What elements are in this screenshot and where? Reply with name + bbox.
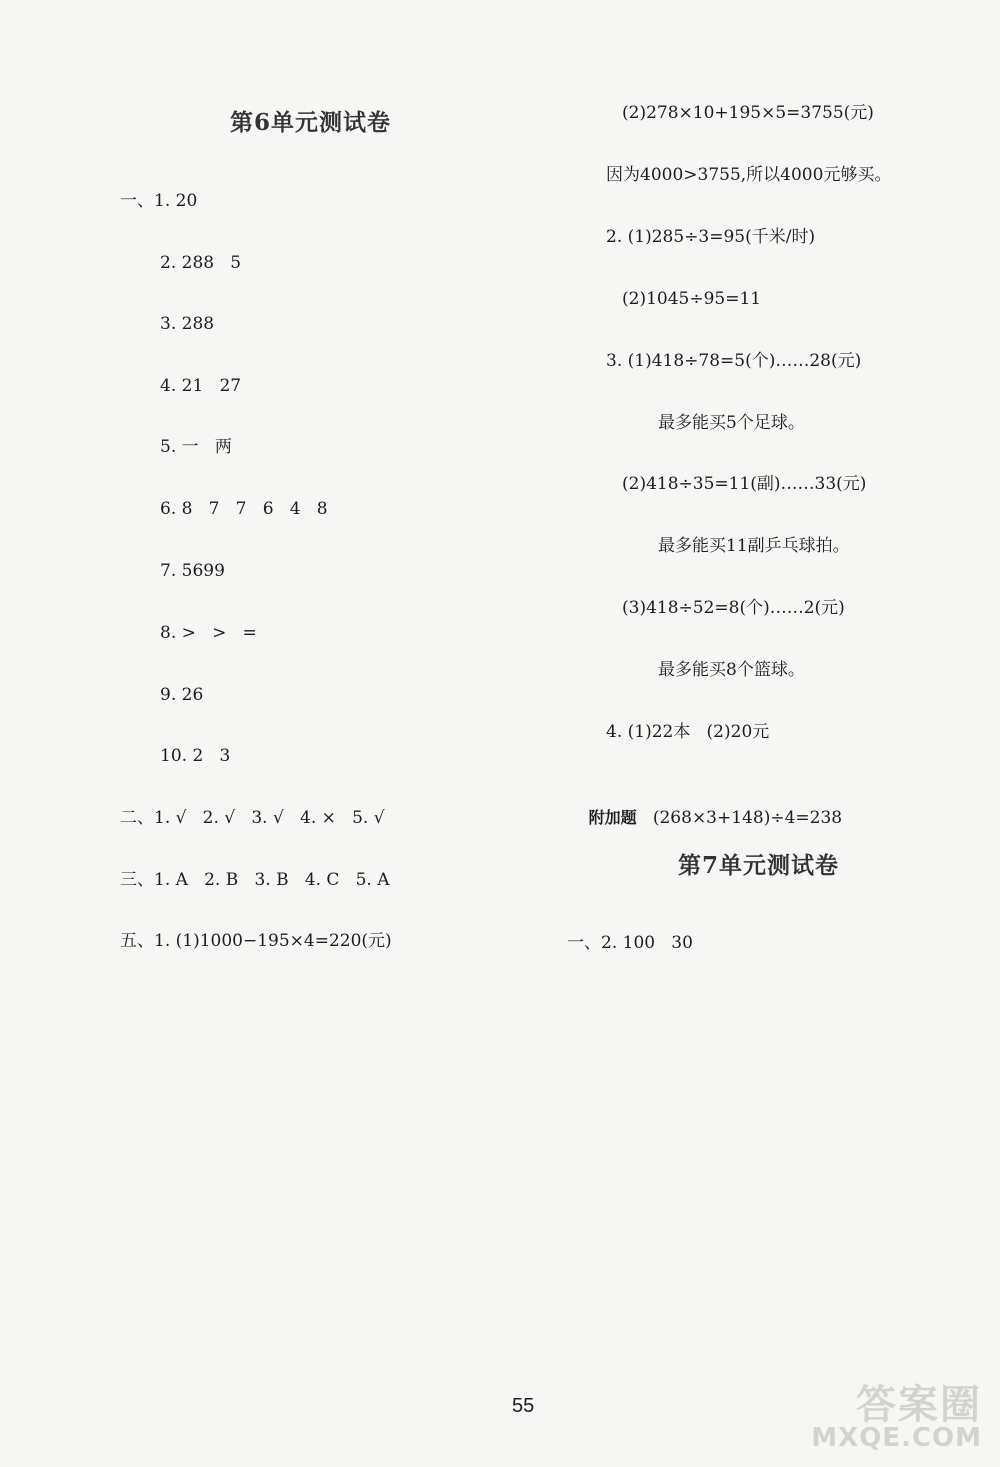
bonus-answer: (268×3+148)÷4=238 <box>652 808 843 828</box>
answer-line: 因为4000>3755,所以4000元够买。 <box>606 165 892 185</box>
answer-line: 4. (1)22本 (2)20元 <box>606 722 770 742</box>
answer-line: 9. 26 <box>160 685 204 705</box>
unit6-title: 第6单元测试卷 <box>230 109 392 136</box>
answer-line: 7. 5699 <box>160 561 225 581</box>
answer-line: 3. (1)418÷78=5(个)……28(元) <box>606 351 862 371</box>
watermark-text-bottom: MXQE.COM <box>811 1423 982 1453</box>
answer-line: 最多能买11副乒乓球拍。 <box>658 536 850 556</box>
answer-line: 最多能买8个篮球。 <box>658 660 805 680</box>
answer-line: 10. 2 3 <box>160 746 231 766</box>
answer-line: 3. 288 <box>160 314 215 334</box>
answer-line: (2)418÷35=11(副)……33(元) <box>622 474 867 494</box>
answer-line: 一、2. 100 30 <box>567 933 693 953</box>
answer-line: (2)278×10+195×5=3755(元) <box>622 103 874 123</box>
answer-line: 2. (1)285÷3=95(千米/时) <box>606 227 816 247</box>
answer-line: 二、1. √ 2. √ 3. √ 4. × 5. √ <box>120 808 385 828</box>
watermark-logo <box>782 1373 982 1453</box>
answer-line: 2. 288 5 <box>160 253 242 273</box>
answer-line: 4. 21 27 <box>160 376 242 396</box>
answer-line: 五、1. (1)1000−195×4=220(元) <box>120 931 392 951</box>
page-number: 55 <box>512 1395 535 1417</box>
answer-line: (2)1045÷95=11 <box>622 289 762 309</box>
answer-line: 三、1. A 2. B 3. B 4. C 5. A <box>120 870 390 890</box>
answer-line: (3)418÷52=8(个)……2(元) <box>622 598 845 618</box>
answer-line: 最多能买5个足球。 <box>658 413 805 433</box>
answer-line: 6. 8 7 7 6 4 8 <box>160 499 328 519</box>
watermark-text-top: 答案圈 <box>856 1382 982 1428</box>
answer-line: 一、1. 20 <box>120 191 198 211</box>
unit7-title: 第7单元测试卷 <box>678 852 840 879</box>
bonus-line <box>567 782 842 854</box>
answer-line: 5. 一 两 <box>160 437 232 457</box>
bonus-label: 附加题 <box>588 808 637 827</box>
answer-line: 8. > > = <box>160 623 257 643</box>
